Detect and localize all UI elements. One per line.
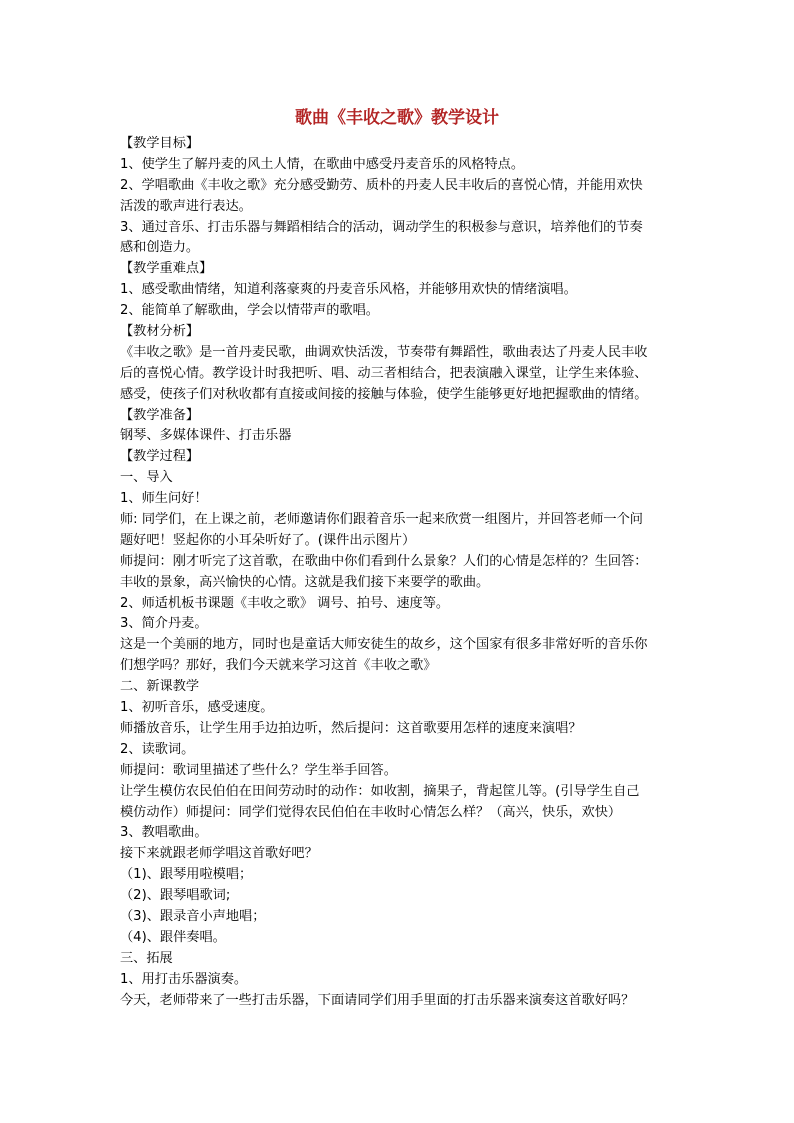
text-line: 后的喜悦心情。教学设计时我把听、唱、动三者相结合，把表演融入课堂，让学生来体验、 (120, 365, 648, 381)
section-heading-process: 【教学过程】 (120, 449, 200, 465)
document-title: 歌曲《丰收之歌》教学设计 (295, 108, 499, 128)
text-line: 1、用打击乐器演奏。 (120, 971, 248, 987)
list-item: （1)、跟琴用啦模唱； (120, 867, 253, 883)
text-line: 接下来就跟老师学唱这首歌好吧？ (120, 846, 318, 862)
text-line: 师提问：刚才听完了这首歌，在歌曲中你们看到什么景象？人们的心情是怎样的？生回答： (120, 553, 648, 569)
text-line: 1、师生问好！ (120, 491, 208, 507)
text-line: 3、简介丹麦。 (120, 616, 208, 632)
section-heading-objectives: 【教学目标】 (120, 136, 200, 151)
list-item: （3)、跟录音小声地唱； (120, 908, 266, 924)
text-line: 师提问：歌词里描述了些什么？学生举手回答。 (120, 762, 397, 778)
section-heading-key-points: 【教学重难点】 (120, 261, 213, 277)
text-line: 2、能简单了解歌曲，学会以情带声的歌唱。 (120, 303, 379, 319)
subheading-intro: 一、导入 (120, 470, 173, 486)
text-line: 师: 同学们，在上课之前，老师邀请你们跟着音乐一起来欣赏一组图片，并回答老师一个问 (120, 512, 643, 528)
text-line: 3、通过音乐、打击乐器与舞蹈相结合的活动，调动学生的积极参与意识，培养他们的节奏 (120, 219, 643, 235)
text-line: 们想学吗？那好，我们今天就来学习这首《丰收之歌》 (120, 658, 437, 674)
section-heading-material-analysis: 【教材分析】 (120, 324, 200, 340)
text-line: 钢琴、多媒体课件、打击乐器 (120, 428, 292, 444)
list-item: （2)、跟琴唱歌词; (120, 888, 231, 904)
text-line: 今天，老师带来了一些打击乐器，下面请同学们用手里面的打击乐器来演奏这首歌好吗？ (120, 992, 635, 1008)
text-line: 感受，使孩子们对秋收都有直接或间接的接触与体验，使学生能够更好地把握歌曲的情绪。 (120, 386, 648, 402)
document-body (120, 134, 680, 1011)
text-line: 2、读歌词。 (120, 741, 195, 757)
text-line: 感和创造力。 (120, 240, 200, 256)
text-line: 1、使学生了解丹麦的风土人情，在歌曲中感受丹麦音乐的风格特点。 (120, 156, 525, 172)
text-line: 让学生模仿农民伯伯在田间劳动时的动作：如收割，摘果子，背起筐儿等。(引导学生自己 (120, 783, 640, 799)
section-heading-preparation: 【教学准备】 (120, 407, 200, 423)
text-line: 3、教唱歌曲。 (120, 825, 208, 841)
text-line: 模仿动作）师提问：同学们觉得农民伯伯在丰收时心情怎么样？（高兴，快乐，欢快） (120, 804, 622, 820)
text-line: 丰收的景象，高兴愉快的心情。这就是我们接下来要学的歌曲。 (120, 574, 490, 590)
text-line: 活泼的歌声进行表达。 (120, 198, 252, 214)
text-line: 这是一个美丽的地方，同时也是童话大师安徒生的故乡，这个国家有很多非常好听的音乐你 (120, 637, 648, 653)
text-line: 题好吧！竖起你的小耳朵听好了。(课件出示图片） (120, 532, 416, 548)
list-item: （4)、跟伴奏唱。 (120, 929, 226, 945)
text-line: 师播放音乐，让学生用手边拍边听，然后提问：这首歌要用怎样的速度来演唱？ (120, 720, 582, 736)
subheading-new-lesson: 二、新课教学 (120, 679, 200, 695)
text-line: 1、感受歌曲情绪，知道利落豪爽的丹麦音乐风格，并能够用欢快的情绪演唱。 (120, 282, 577, 298)
text-line: 2、师适机板书课题《丰收之歌》 调号、拍号、速度等。 (120, 595, 450, 611)
text-line: 2、学唱歌曲《丰收之歌》充分感受勤劳、质朴的丹麦人民丰收后的喜悦心情，并能用欢快 (120, 177, 643, 193)
subheading-extension: 三、拓展 (120, 950, 173, 966)
text-line: 1、初听音乐，感受速度。 (120, 700, 274, 716)
text-line: 《丰收之歌》是一首丹麦民歌，曲调欢快活泼，节奏带有舞蹈性，歌曲表达了丹麦人民丰收 (120, 344, 648, 360)
